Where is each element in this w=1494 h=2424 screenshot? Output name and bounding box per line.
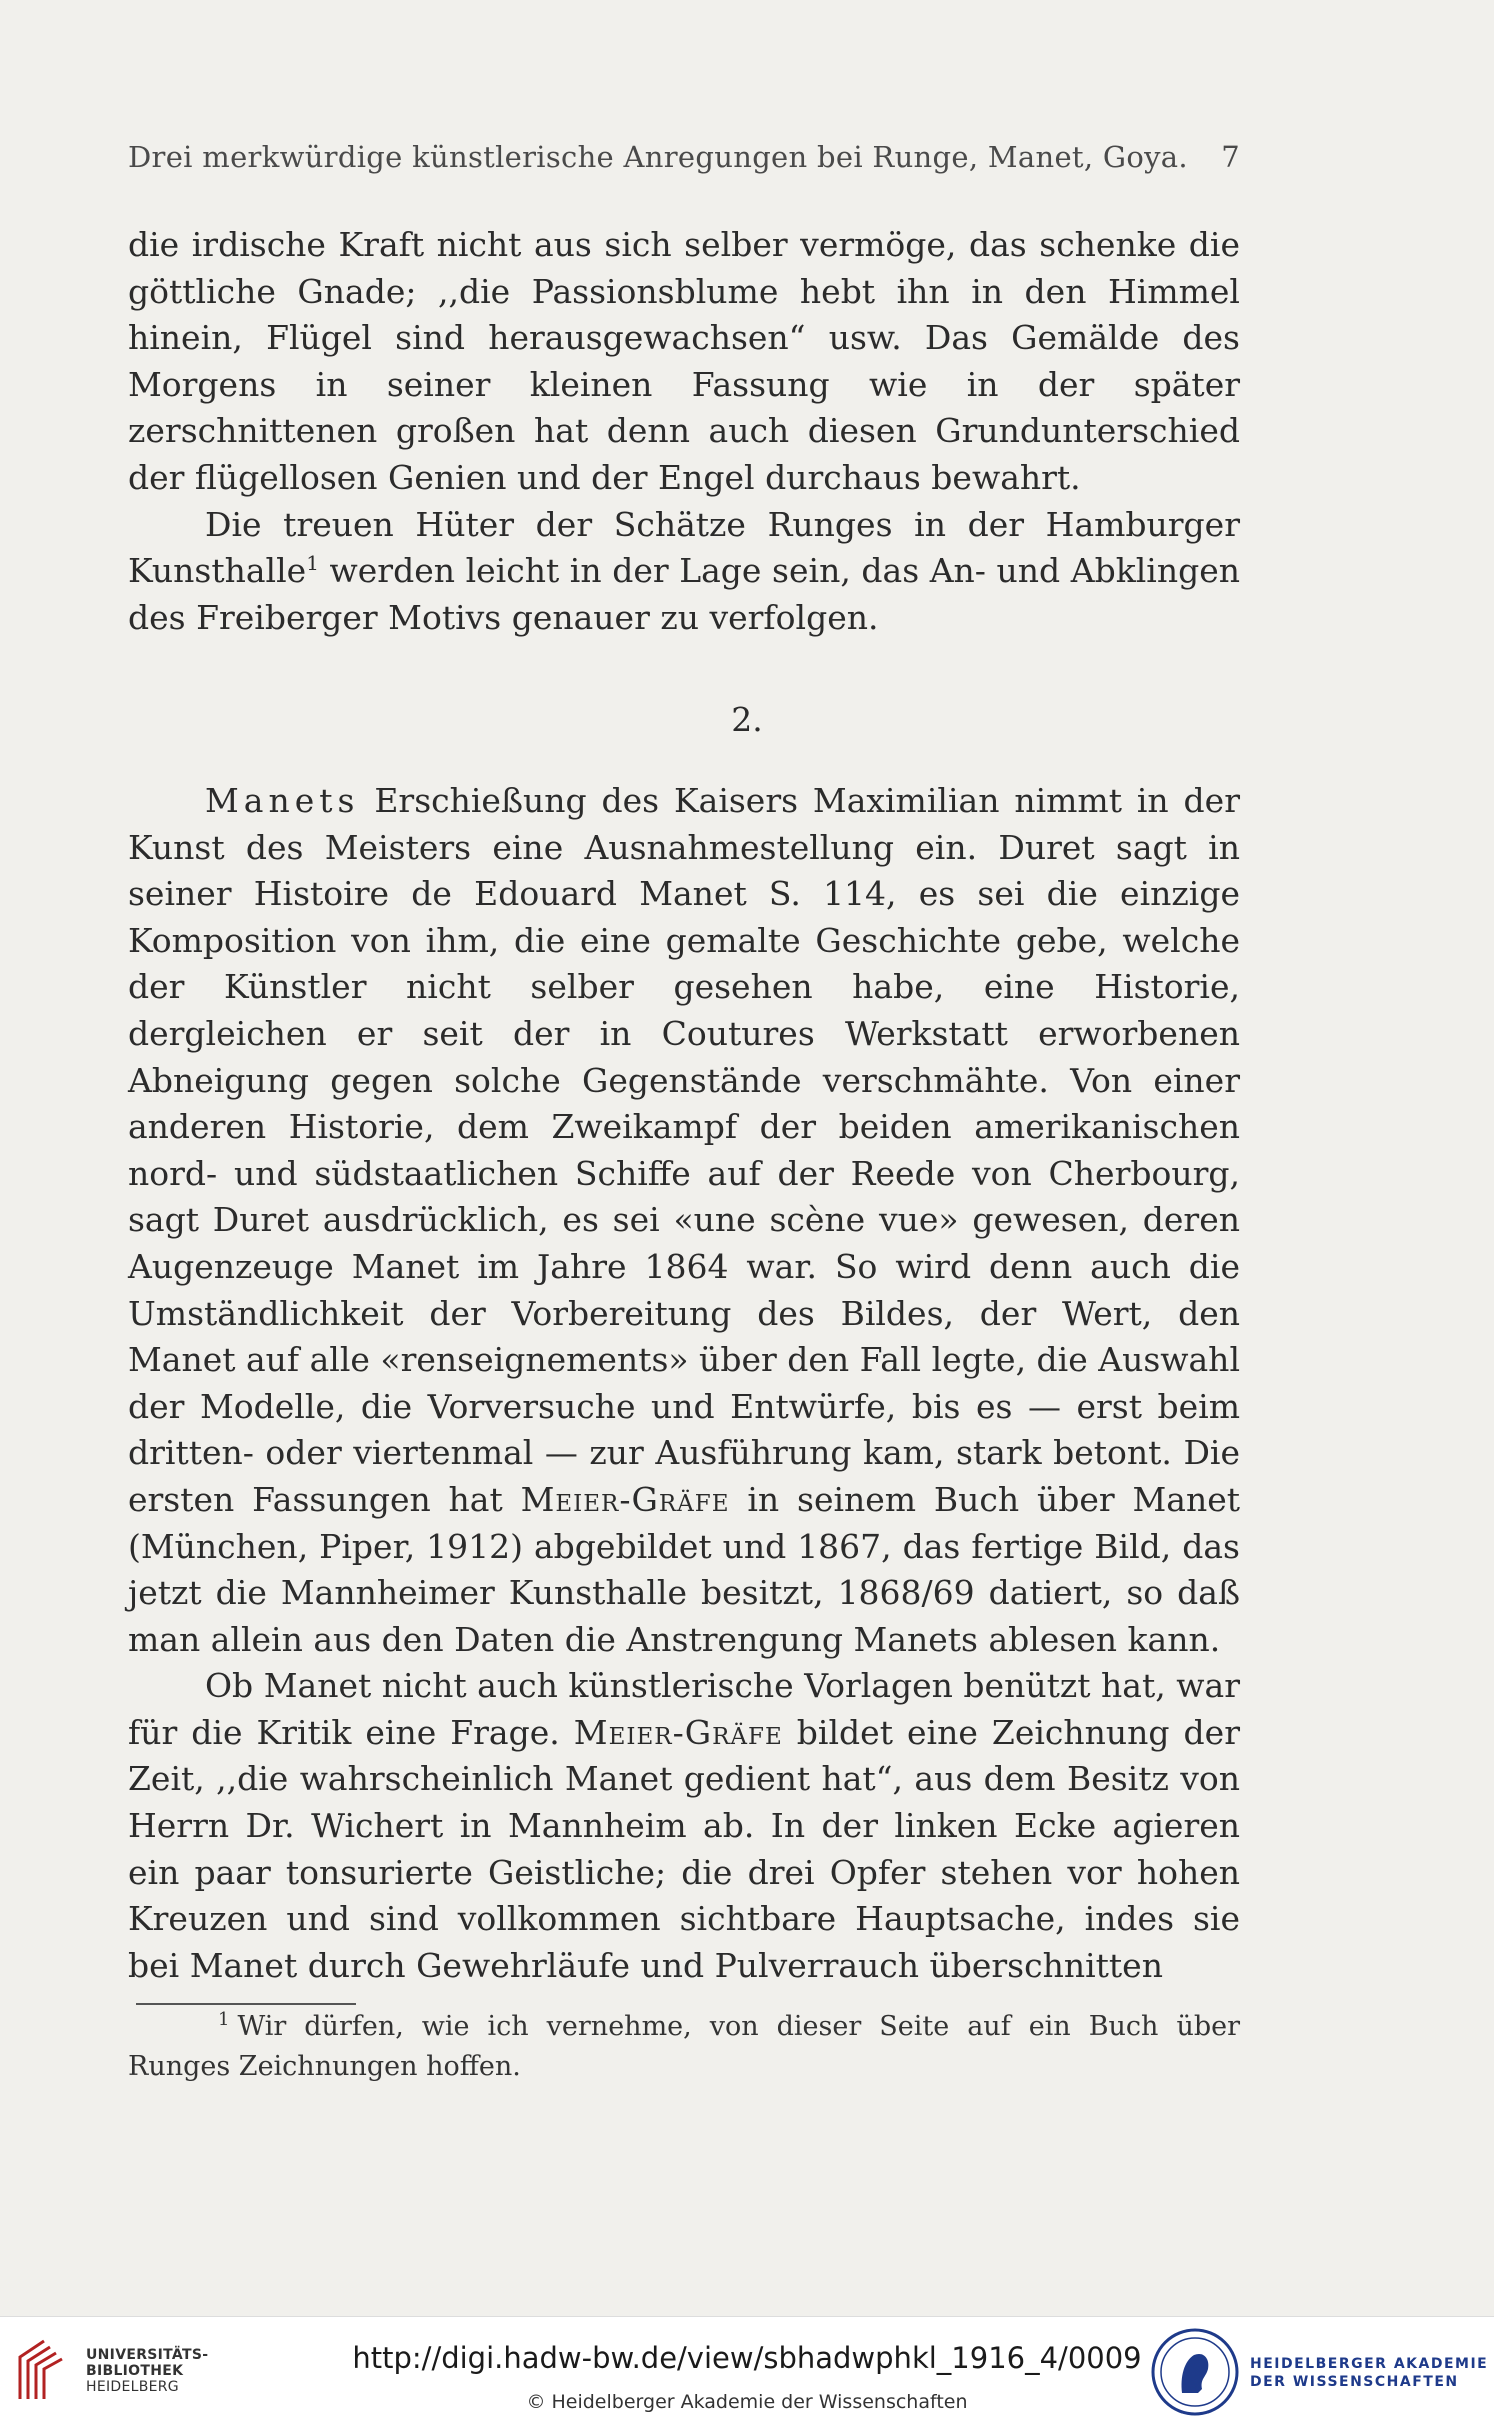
footnote [128,2007,1240,2087]
author-name: Meier-Gräfe [573,1712,783,1752]
copyright-notice: © Heidelberger Akademie der Wissenschaften [526,2391,968,2413]
viewer-footer [0,2316,1494,2424]
footnote-text: Wir dürfen, wie ich vernehme, von dieser Seite auf ein Buch über Runges Zeichnungen hoffen. [128,2011,1240,2082]
paragraph-4-part-a: Ob Manet nicht auch künstlerische Vorlagen benützt hat, war für die Kritik eine Frage. [128,1666,1240,1752]
paragraph-2 [128,502,1240,642]
paragraph-4-part-b: bildet eine Zeichnung der Zeit, ,,die wahrscheinlich Manet gedient hat“, aus dem Besitz von Herrn Dr. Wichert in Mannheim ab. In der linken Ecke agieren ein paar tonsurierte Geistliche; die drei Opfer stehen vor hohen Kreuzen und sind vollkommen sichtbare Hauptsache, indes sie bei Manet durch Gewehrläufe und Pulverrauch überschnitten [128,1712,1240,1985]
academy-name [1250,2355,1488,2391]
academy-seal-icon [1150,2327,1240,2417]
academy-name-line: HEIDELBERGER AKADEMIE [1250,2356,1489,2372]
running-title: Drei merkwürdige künstlerische Anregungen bei Runge, Manet, Goya. [128,140,1188,174]
paragraph-4 [128,1663,1240,1989]
author-name: Meier-Gräfe [520,1479,730,1519]
paragraph-2-part-b: werden leicht in der Lage sein, das An- und Abklingen des Freiberger Motivs genauer zu verfolgen. [128,551,1240,637]
paragraph-3-part-b: in seinem Buch über Manet (München, Piper, 1912) abgebildet und 1867, das fertige Bild, das jetzt die Mannheimer Kunsthalle besitzt, 1868/69 datiert, so daß man allein aus den Daten die Anstrengung Manets ablesen kann. [128,1479,1241,1659]
section-number: 2. [731,700,763,739]
paragraph-3-part-a: Erschießung des Kaisers Maximilian nimmt in der Kunst des Meisters eine Ausnahmestellung ein. Duret sagt in seiner Histoire de Edouard Manet S. 114, es sei die einzige Komposition von ihm, die eine gemalte Geschichte gebe, welche der Künstler nicht selber gesehen habe, eine Historie, dergleichen er seit der in Coutures Werkstatt erworbenen Abneigung gegen solche Gegenstände verschmähte. Von einer anderen Historie, dem Zweikampf der beiden amerikanischen nord- und südstaatlichen Schiffe auf der Reede von Cherbourg, sagt Duret ausdrücklich, es sei «une scène vue» gewesen, deren Augenzeuge Manet im Jahre 1864 war. So wird denn auch die Umständlichkeit der Vorbereitung des Bildes, der Wert, den Manet auf alle «renseignements» über den Fall legte, die Auswahl der Modelle, die Vorversuche und Entwürfe, bis es — erst beim dritten- oder viertenmal — zur Ausführung kam, stark betont. Die ersten Fassungen hat [128,781,1240,1519]
library-name-line: HEIDELBERG [86,2379,179,2395]
text-block-2 [128,778,1240,1989]
running-head [128,140,1240,174]
library-name-line: UNIVERSITÄTS- [86,2347,209,2363]
footnote-mark: 1 [218,2009,230,2030]
paragraph-2-part-a: Die treuen Hüter der Schätze Runges in der Hamburger Kunsthalle [128,504,1240,591]
library-name-line: BIBLIOTHEK [86,2363,184,2379]
emphasized-name: Manets [205,781,360,820]
permalink-url[interactable]: http://digi.hadw-bw.de/view/sbhadwphkl_1916_4/0009 [352,2341,1142,2375]
paragraph-3 [128,778,1240,1663]
paragraph-1: die irdische Kraft nicht aus sich selber vermöge, das schenke die göttliche Gnade; ,,die Passionsblume hebt ihn in den Himmel hinein, Flügel sind herausgewachsen“ usw. Das Gemälde des Morgens in seiner kleinen Fassung wie in der später zerschnittenen großen hat denn auch diesen Grundunterschied der flügellosen Genien und der Engel durchaus bewahrt. [128,225,1240,497]
footnote-divider [136,2003,356,2005]
page-number: 7 [1221,140,1240,174]
footnote-ref: 1 [306,551,319,576]
text-block-1 [128,222,1240,641]
academy-name-line: DER WISSENSCHAFTEN [1250,2374,1459,2390]
